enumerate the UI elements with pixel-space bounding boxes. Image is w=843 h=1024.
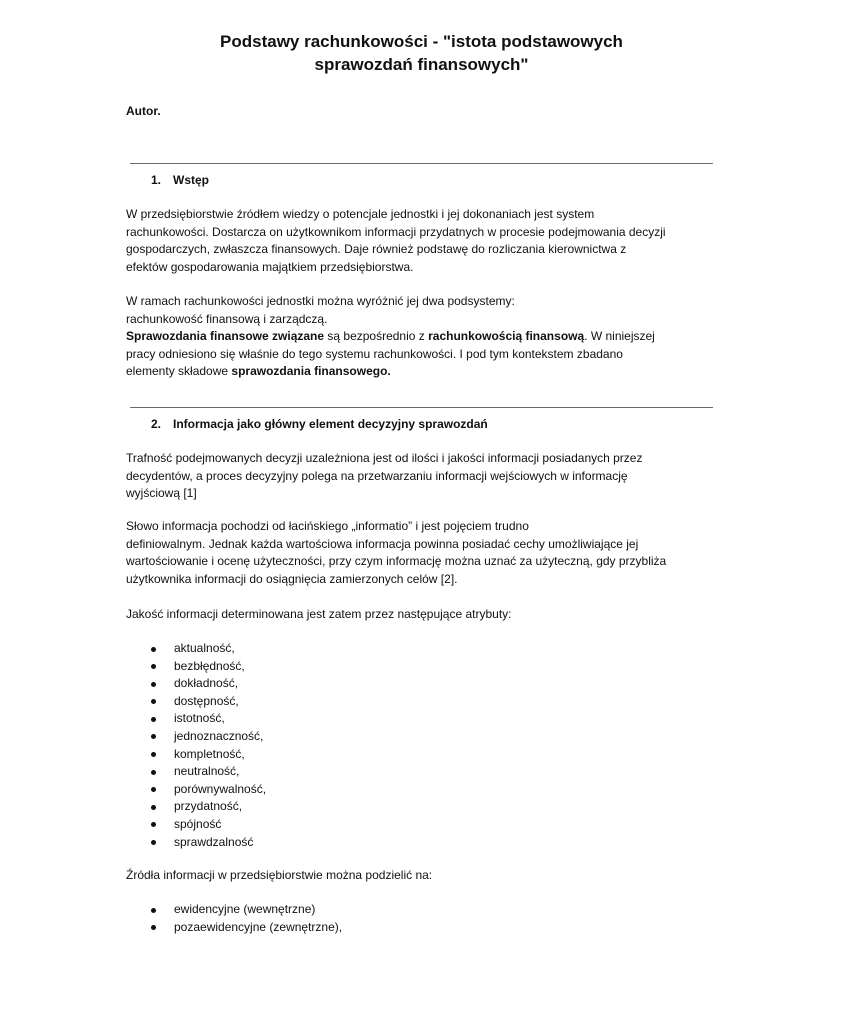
paragraph-line: definiowalnym. Jednak każda wartościowa informacja powinna posiadać cechy umożliwiające jej <box>126 536 639 551</box>
attributes-intro: Jakość informacji determinowana jest zatem przez następujące atrybuty: <box>126 607 512 621</box>
attributes-list <box>151 640 266 851</box>
section-2-title: Informacja jako główny element decyzyjny sprawozdań <box>173 417 488 431</box>
section-1-paragraph-1 <box>126 206 726 276</box>
paragraph-line: Trafność podejmowanych decyzji uzależniona jest od ilości i jakości informacji posiadanych przez <box>126 451 643 465</box>
paragraph-line: efektów gospodarowania majątkiem przedsiębiorstwa. <box>126 259 414 274</box>
bold-phrase: sprawozdania finansowego. <box>231 364 391 378</box>
section-1-heading <box>151 173 209 187</box>
list-item: dostępność, <box>151 693 266 711</box>
paragraph-line: wyjściową [1] <box>126 486 197 500</box>
paragraph-line: W przedsiębiorstwie źródłem wiedzy o potencjale jednostki i jej dokonaniach jest system <box>126 207 595 221</box>
sources-intro: Źródła informacji w przedsiębiorstwie można podzielić na: <box>126 868 433 882</box>
bold-phrase: rachunkowością finansową <box>428 329 585 343</box>
paragraph-line <box>126 328 726 346</box>
list-item: jednoznaczność, <box>151 728 266 746</box>
text-run: są bezpośrednio z <box>324 329 429 343</box>
title-line-1: Podstawy rachunkowości - "istota podstawowych <box>220 32 623 51</box>
list-item: porównywalność, <box>151 781 266 799</box>
paragraph-line: pracy odniesiono się właśnie do tego systemu rachunkowości. I pod tym kontekstem zbadano <box>126 346 623 361</box>
paragraph-line: użytkownika informacji do osiągnięcia zamierzonych celów [2]. <box>126 571 458 586</box>
title-line-2: sprawozdań finansowych" <box>314 55 529 74</box>
author-label: Autor. <box>126 104 161 118</box>
section-2-paragraph-2 <box>126 518 726 588</box>
section-2-heading <box>151 417 488 431</box>
paragraph-line: decydentów, a proces decyzyjny polega na przetwarzaniu informacji wejściowych w informację <box>126 468 628 483</box>
section-1-number: 1. <box>151 173 162 187</box>
section-2-number: 2. <box>151 417 162 431</box>
section-1-paragraph-2 <box>126 293 726 381</box>
list-item: ewidencyjne (wewnętrzne) <box>151 901 342 919</box>
text-run: elementy składowe <box>126 364 232 378</box>
document-title <box>150 30 693 76</box>
text-run: . W niniejszej <box>584 329 655 343</box>
section-2-divider <box>130 407 713 408</box>
list-item: kompletność, <box>151 746 266 764</box>
list-item: sprawdzalność <box>151 834 266 852</box>
sources-list <box>151 901 342 936</box>
section-1-divider <box>130 163 713 164</box>
paragraph-line: rachunkowość finansową i zarządczą. <box>126 311 328 326</box>
paragraph-line <box>126 363 726 381</box>
list-item: aktualność, <box>151 640 266 658</box>
list-item: neutralność, <box>151 763 266 781</box>
section-1-title: Wstęp <box>173 173 209 187</box>
list-item: bezbłędność, <box>151 658 266 676</box>
paragraph-line: Słowo informacja pochodzi od łacińskiego „informatio” i jest pojęciem trudno <box>126 519 529 533</box>
paragraph-line: rachunkowości. Dostarcza on użytkownikom informacji przydatnych w procesie podejmowania decyzji <box>126 224 666 239</box>
list-item: pozaewidencyjne (zewnętrzne), <box>151 919 342 937</box>
paragraph-line: W ramach rachunkowości jednostki można wyróżnić jej dwa podsystemy: <box>126 294 515 308</box>
list-item: spójność <box>151 816 266 834</box>
list-item: dokładność, <box>151 675 266 693</box>
bold-phrase: Sprawozdania finansowe związane <box>126 329 325 343</box>
paragraph-line: gospodarczych, zwłaszcza finansowych. Daje również podstawę do rozliczania kierownictwa z <box>126 242 627 256</box>
list-item: przydatność, <box>151 798 266 816</box>
paragraph-line: wartościowanie i ocenę użyteczności, przy czym informację można uznać za użyteczną, gdy przybliża <box>126 554 667 568</box>
section-2-paragraph-1 <box>126 450 726 503</box>
list-item: istotność, <box>151 710 266 728</box>
